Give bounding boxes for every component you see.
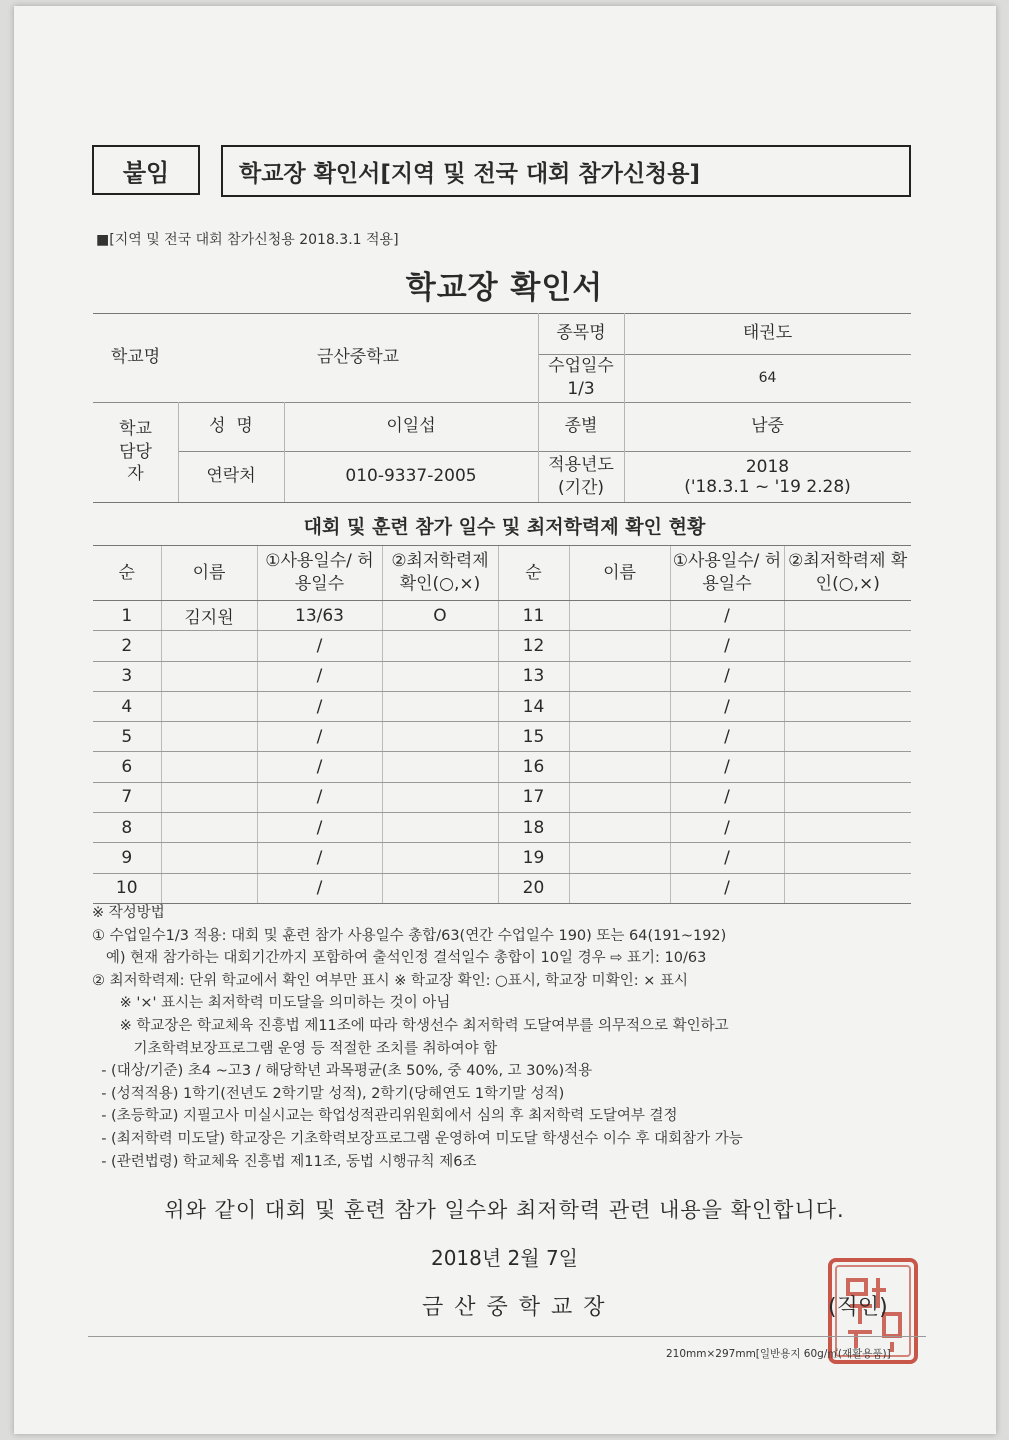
table-cell: / xyxy=(670,601,784,631)
table-cell: 6 xyxy=(93,752,161,782)
table-cell xyxy=(161,813,257,843)
table-cell xyxy=(569,873,670,903)
table-cell: O xyxy=(382,601,498,631)
table-cell xyxy=(569,813,670,843)
table-cell: / xyxy=(670,661,784,691)
table-cell xyxy=(784,843,911,873)
table-row xyxy=(93,843,911,873)
table-header-row xyxy=(93,546,911,601)
table-cell: 4 xyxy=(93,691,161,721)
table-cell xyxy=(569,601,670,631)
table-cell: 17 xyxy=(498,782,569,812)
table-cell xyxy=(569,843,670,873)
year-label: 적용년도 (기간) xyxy=(548,454,614,498)
table-cell: / xyxy=(670,691,784,721)
table-cell xyxy=(569,691,670,721)
document-title: 학교장 확인서 xyxy=(405,270,604,306)
table-row xyxy=(93,691,911,721)
header-cell: ①사용일수/ 허용일수 xyxy=(257,546,382,601)
note-line: ② 최저학력제: 단위 학교에서 확인 여부만 표시 ※ 학교장 확인: ○표시, 학교장 미확인: × 표시 xyxy=(92,972,688,989)
confirmation-statement: 위와 같이 대회 및 훈련 참가 일수와 최저학력 관련 내용을 확인합니다. xyxy=(164,1198,845,1222)
issue-date: 2018년 2월 7일 xyxy=(430,1246,579,1270)
table-cell xyxy=(382,631,498,661)
table-cell xyxy=(784,722,911,752)
table-row xyxy=(93,752,911,782)
table-cell xyxy=(161,752,257,782)
table-row xyxy=(93,601,911,631)
note-line: ※ '×' 표시는 최저학력 미도달을 의미하는 것이 아님 xyxy=(92,995,451,1012)
table-cell xyxy=(784,631,911,661)
form-tag: ■[지역 및 전국 대회 참가신청용 2018.3.1 적용] xyxy=(96,232,399,248)
class-days-value: 64 xyxy=(758,369,777,386)
table-cell xyxy=(784,752,911,782)
table-cell xyxy=(161,843,257,873)
table-cell: 9 xyxy=(93,843,161,873)
table-cell: 3 xyxy=(93,661,161,691)
table-cell: 13 xyxy=(498,661,569,691)
table-cell: 8 xyxy=(93,813,161,843)
header-cell: ②최저학력제 확인(○,×) xyxy=(784,546,911,601)
table-cell: 11 xyxy=(498,601,569,631)
table-cell: / xyxy=(257,782,382,812)
table-cell xyxy=(382,782,498,812)
event-label: 종목명 xyxy=(556,323,606,344)
table-cell xyxy=(569,722,670,752)
table-cell xyxy=(784,782,911,812)
participation-table xyxy=(93,545,911,904)
school-name-label: 학교명 xyxy=(110,347,161,368)
table-cell: / xyxy=(670,813,784,843)
note-line: - (관련법령) 학교체육 진흥법 제11조, 동법 시행규칙 제6조 xyxy=(92,1153,477,1170)
seal-label: (직인) xyxy=(828,1295,888,1320)
contact-label: 연락처 xyxy=(206,466,256,487)
period-value: ('18.3.1 ~ '19 2.28) xyxy=(684,476,851,497)
header-cell: ②최저학력제 확인(○,×) xyxy=(382,546,498,601)
table-cell: 20 xyxy=(498,873,569,903)
paper-spec: 210mm×297mm[일반용지 60g/㎡(재활용품)] xyxy=(666,1348,891,1360)
table-cell xyxy=(569,782,670,812)
table-row xyxy=(93,813,911,843)
table-cell xyxy=(382,843,498,873)
table-cell xyxy=(382,691,498,721)
table-cell xyxy=(382,873,498,903)
table-cell: 12 xyxy=(498,631,569,661)
event-value: 태권도 xyxy=(742,323,793,344)
table-cell: 7 xyxy=(93,782,161,812)
school-name-value: 금산중학교 xyxy=(316,347,400,368)
table-cell: 16 xyxy=(498,752,569,782)
note-line: ① 수업일수1/3 적용: 대회 및 훈련 참가 사용일수 총합/63(연간 수업일수 190) 또는 64(191~192) xyxy=(92,927,727,944)
table-cell: / xyxy=(670,782,784,812)
contact-value: 010-9337-2005 xyxy=(345,466,477,487)
table-cell: 5 xyxy=(93,722,161,752)
note-line: - (성적적용) 1학기(전년도 2학기말 성적), 2학기(당해연도 1학기말 성적) xyxy=(92,1085,565,1102)
table-cell xyxy=(382,752,498,782)
table-cell: 13/63 xyxy=(257,601,382,631)
table-cell: / xyxy=(257,843,382,873)
table-row xyxy=(93,631,911,661)
table-cell: / xyxy=(257,661,382,691)
table-cell xyxy=(161,873,257,903)
table-cell: 2 xyxy=(93,631,161,661)
table-cell: / xyxy=(670,631,784,661)
table-cell xyxy=(161,691,257,721)
table-cell xyxy=(161,782,257,812)
header-cell: ①사용일수/ 허용일수 xyxy=(670,546,784,601)
note-line: - (최저학력 미도달) 학교장은 기초학력보장프로그램 운영하여 미도달 학생선수 이수 후 대회참가 가능 xyxy=(92,1130,743,1147)
note-line: 예) 현재 참가하는 대회기간까지 포함하여 출석인정 결석일수 총합이 10일 경우 ⇨ 표기: 10/63 xyxy=(92,950,707,967)
table-cell: 15 xyxy=(498,722,569,752)
header-title: 학교장 확인서[지역 및 전국 대회 참가신청용] xyxy=(221,145,911,197)
table-cell xyxy=(784,661,911,691)
table-cell: 10 xyxy=(93,873,161,903)
year-cell xyxy=(624,451,911,502)
table-cell xyxy=(784,601,911,631)
table-cell xyxy=(382,722,498,752)
note-line: ※ 작성방법 xyxy=(92,905,165,921)
table-cell xyxy=(161,722,257,752)
writing-instructions xyxy=(92,902,922,1173)
table-cell: / xyxy=(670,722,784,752)
principal-signature: 금산중학교장 xyxy=(422,1295,616,1320)
table-cell xyxy=(784,873,911,903)
table-cell xyxy=(161,631,257,661)
table-cell xyxy=(569,752,670,782)
staff-label: 학교 담당자 xyxy=(119,418,152,485)
table-cell xyxy=(382,813,498,843)
note-line: - (초등학교) 지필고사 미실시교는 학업성적관리위원회에서 심의 후 최저학력 도달여부 결정 xyxy=(92,1108,678,1125)
header-cell: 순 xyxy=(93,546,161,601)
table-row xyxy=(93,782,911,812)
table-cell xyxy=(382,661,498,691)
table-cell: / xyxy=(257,722,382,752)
table-cell xyxy=(569,661,670,691)
table-cell xyxy=(161,661,257,691)
table-cell: 19 xyxy=(498,843,569,873)
table-cell: / xyxy=(257,752,382,782)
table-cell: 김지원 xyxy=(161,601,257,631)
year-value: 2018 xyxy=(745,456,790,477)
table-cell: 18 xyxy=(498,813,569,843)
table-row xyxy=(93,873,911,903)
gender-value: 남중 xyxy=(751,416,784,437)
header-cell: 이름 xyxy=(161,546,257,601)
header-cell: 순 xyxy=(498,546,569,601)
table-cell xyxy=(784,691,911,721)
table-cell: / xyxy=(257,813,382,843)
name-value: 이일섭 xyxy=(386,416,436,437)
table-row xyxy=(93,722,911,752)
note-line: - (대상/기준) 초4 ~고3 / 해당학년 과목평균(초 50%, 중 40%, 고 30%)적용 xyxy=(92,1063,593,1080)
table-cell: 14 xyxy=(498,691,569,721)
table-cell: / xyxy=(670,843,784,873)
table-row xyxy=(93,661,911,691)
header-cell: 이름 xyxy=(569,546,670,601)
section-title: 대회 및 훈련 참가 일수 및 최저학력제 확인 현황 xyxy=(303,516,706,538)
note-line: 기초학력보장프로그램 운영 등 적절한 조치를 취하여야 함 xyxy=(92,1040,498,1057)
table-cell xyxy=(569,631,670,661)
table-cell: / xyxy=(257,873,382,903)
table-cell: 1 xyxy=(93,601,161,631)
gender-label: 종별 xyxy=(564,416,598,437)
attachment-badge: 붙임 xyxy=(92,145,200,195)
table-cell: / xyxy=(670,752,784,782)
table-cell xyxy=(784,813,911,843)
table-cell: / xyxy=(670,873,784,903)
table-cell: / xyxy=(257,631,382,661)
name-label: 성 명 xyxy=(209,416,253,437)
note-line: ※ 학교장은 학교체육 진흥법 제11조에 따라 학생선수 최저학력 도달여부를 의무적으로 확인하고 xyxy=(92,1017,729,1034)
table-cell: / xyxy=(257,691,382,721)
class-days-label: 수업일수 1/3 xyxy=(548,356,614,399)
